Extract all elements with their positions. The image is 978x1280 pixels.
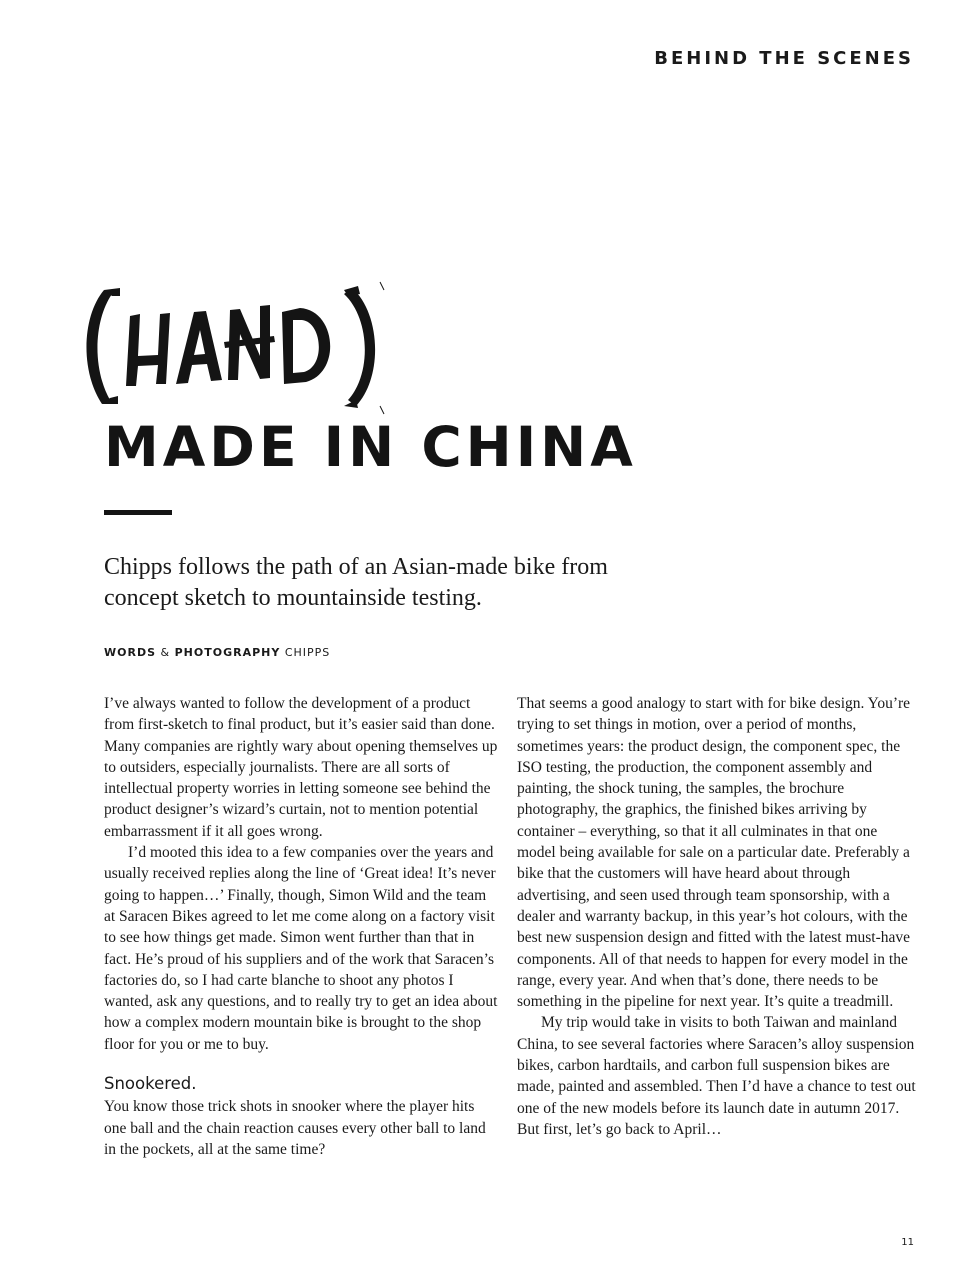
byline-author: CHIPPS xyxy=(284,646,331,659)
body-column-left xyxy=(104,693,500,1160)
body-column-right xyxy=(517,693,917,1140)
byline xyxy=(104,646,330,659)
subheading: Snookered. xyxy=(104,1074,197,1094)
byline-photography: PHOTOGRAPHY xyxy=(174,646,281,659)
body-paragraph: You know those trick shots in snooker where the player hits one ball and the chain reaction causes every other ball to land in the pockets, all at the same time? xyxy=(104,1098,486,1158)
body-paragraph: I’ve always wanted to follow the development of a product from first-sketch to final product, but it’s easier said than done. Many companies are rightly wary about opening themselves up to outsiders, especially journalists. There are all sorts of intellectual property worries in letting someone see behind the product designer’s wizard’s curtain, not to mention potential embarrassment if it all goes wrong. xyxy=(104,695,498,840)
body-paragraph: That seems a good analogy to start with for bike design. You’re trying to set things in motion, over a period of months, sometimes years: the product design, the component spec, the ISO testing, the production, the component assembly and painting, the shock tuning, the samples, the brochure photography, the graphics, the finished bikes arriving by container – everything, so that it all culminates in that one model being available for sale on a particular date. Preferably a bike that the customers will have heard about through advertising, and seen used through team sponsorship, with a dealer and warranty backup, in this year’s hot colours, with the best new suspension design and fitted with the latest must-have components. All of that needs to happen for every model in the range, every year. And when that’s done, there needs to be something in the pipeline for next year. It’s quite a treadmill. xyxy=(517,695,911,1011)
byline-words: WORDS xyxy=(104,646,157,659)
hand-lettering-graphic xyxy=(74,276,404,416)
body-paragraph: My trip would take in visits to both Taiwan and mainland China, to see several factories where Saracen’s alloy suspension bikes, carbon hardtails, and carbon full suspension bikes are made, painted and assembled. Then I’d have a chance to test out one of the new models before its launch date in autumn 2017. But first, let’s go back to April… xyxy=(517,1014,916,1138)
byline-amp: & xyxy=(160,646,171,659)
standfirst: Chipps follows the path of an Asian-made bike from concept sketch to mountainside testing. xyxy=(104,554,608,611)
body-paragraph: I’d mooted this idea to a few companies over the years and usually received replies along the line of ‘Great idea! It’s never going to happen…’ Finally, though, Simon Wild and the team at Saracen Bikes agreed to let me come along on a factory visit to see how things get made. Simon went further than that in fact. He’s proud of his suppliers and of the work that Saracen’s factories do, so I had carte blanche to shoot any photos I wanted, ask any questions, and to really try to get an idea about how a complex modern mountain bike is brought to the shop floor for you or me to buy. xyxy=(104,844,498,1053)
main-title: MADE IN CHINA xyxy=(104,415,637,479)
hand-lettered-title xyxy=(74,276,404,416)
section-label: BEHIND THE SCENES xyxy=(654,48,914,69)
page-number: 11 xyxy=(901,1237,914,1248)
title-rule xyxy=(104,510,172,515)
